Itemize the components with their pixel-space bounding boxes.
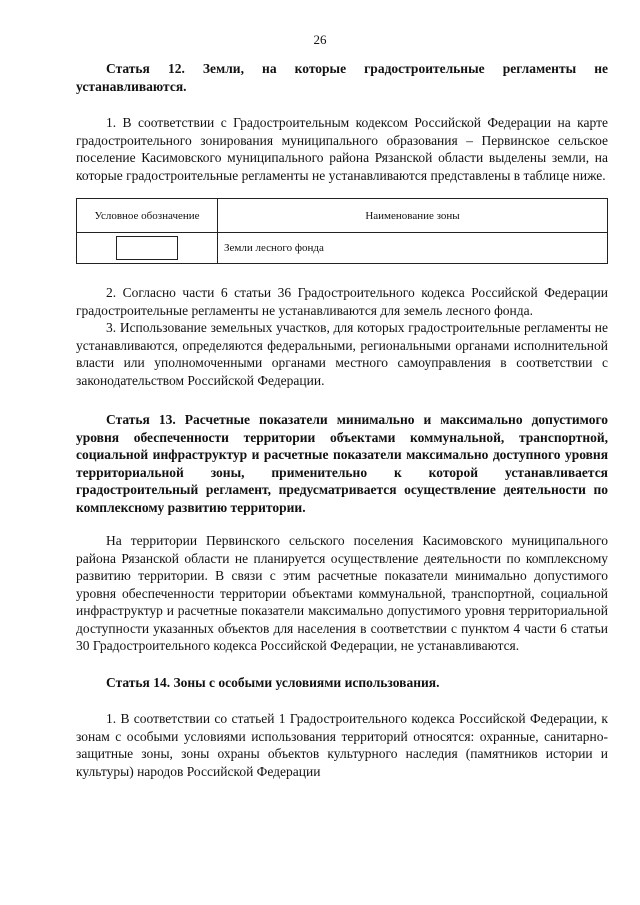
article-14-paragraph-1: 1. В соответствии со статьей 1 Градостроительного кодекса Российской Федерации, к зонам с особыми условиями использования территорий относятся: охранные, санитарно-защитные зоны, зоны охраны объектов культурного наследия (памятников истории и культуры) народов Российской Федерации bbox=[76, 711, 608, 779]
article-14-title: Статья 14. Зоны с особыми условиями использования. bbox=[106, 674, 440, 690]
article-12-paragraph-3: 3. Использование земельных участков, для которых градостроительные регламенты не устанавливаются, определяются федеральными, региональными органами исполнительной власти или уполномоченными органами местного самоуправления в соответствии с законодательством Российской Федерации. bbox=[76, 320, 608, 388]
article-12-paragraph-2: 2. Согласно части 6 статьи 36 Градостроительного кодекса Российской Федерации градостроительные регламенты не устанавливаются для земель лесного фонда. bbox=[76, 285, 608, 318]
legend-swatch-forest-fund bbox=[116, 236, 178, 260]
table-header-symbol: Условное обозначение bbox=[77, 199, 218, 233]
table-cell-zone-name: Земли лесного фонда bbox=[218, 233, 608, 264]
article-12-paragraph-1: 1. В соответствии с Градостроительным кодексом Российской Федерации на карте градостроительного зонирования муниципального образования – Первинское сельское поселение Касимовского муниципального района Рязанской области выделены земли, на которые градостроительные регламенты не устанавливаются представлены в таблице ниже. bbox=[76, 115, 608, 183]
table-row bbox=[77, 233, 608, 264]
table-header-name: Наименование зоны bbox=[218, 199, 608, 233]
page-number: 26 bbox=[313, 32, 327, 47]
table-header-row bbox=[77, 199, 608, 233]
zones-table bbox=[76, 198, 608, 264]
document-body bbox=[76, 60, 608, 780]
article-12-title: Статья 12. Земли, на которые градостроительные регламенты не устанавливаются. bbox=[76, 61, 608, 94]
table-cell-symbol bbox=[77, 233, 218, 264]
article-13-paragraph-1: На территории Первинского сельского поселения Касимовского муниципального района Рязанской области не планируется осуществление деятельности по комплексному развитию территории. В связи с этим расчетные показатели минимально допустимого уровня обеспеченности территории объектами коммунальной, транспортной, социальной инфраструктур и расчетные показатели максимально допустимого уровня территориальной доступности указанных объектов для населения в соответствии с пунктом 4 части 6 статьи 30 Градостроительного кодекса Российской Федерации, не устанавливаются. bbox=[76, 533, 608, 653]
article-13-title: Статья 13. Расчетные показатели минимально и максимально допустимого уровня обеспеченности территории объектами коммунальной, транспортной, социальной инфраструктур и расчетные показатели максимально доступного уровня территориальной зоны, применительно к которой устанавливается градостроительный регламент, предусматривается осуществление деятельности по комплексному развитию территории. bbox=[76, 412, 608, 515]
